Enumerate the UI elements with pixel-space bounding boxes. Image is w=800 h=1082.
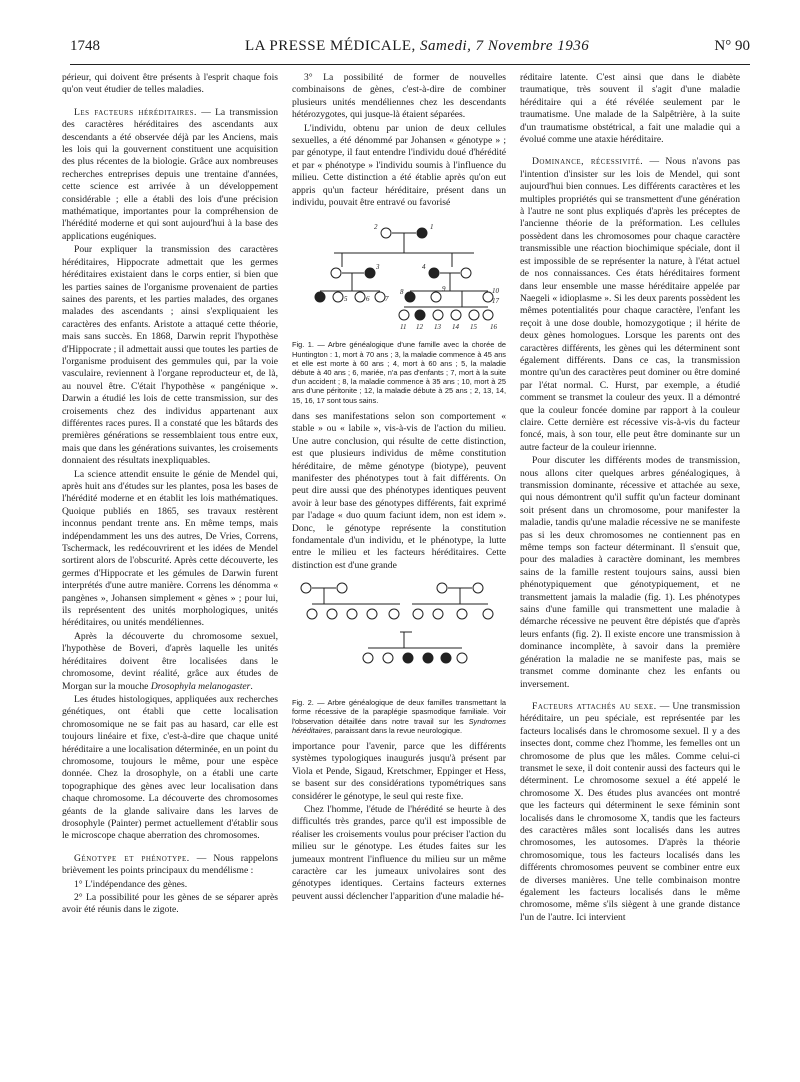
female-symbol (333, 292, 343, 302)
list-item: 2° La possibilité pour les gènes de se séparer après avoir été réunis dans le zigote. (62, 892, 278, 916)
paragraph (520, 701, 740, 924)
figure-2-caption (292, 698, 506, 735)
male-symbol (433, 609, 443, 619)
affected-male-symbol (403, 653, 413, 663)
paragraph: 3° La possibilité de former de nouvelles combinaisons de gènes, c'est-à-dire de combiner plusieurs unités mendéliennes chez les descendants hétérozygotes, qui jusque-là étaient séparées. (292, 72, 506, 121)
paragraph: L'individu, obtenu par union de deux cellules sexuelles, a été dénommé par Johansen « génotype » ; par génotype, il faut entendre l'individu doué d'hérédité et par « phénotype » l'individu soumis à l'influence du milieu. Cette distinction a été établie après qu'on eut appris qu'un facteur héréditaire, présent dans un individu, pouvait être entravé ou favorisé (292, 122, 506, 209)
page-number: 1748 (70, 38, 100, 54)
pedigree-label: 16 (490, 323, 497, 332)
caption-work-title: Syndromes héréditaires (292, 716, 506, 735)
paragraph (62, 107, 278, 243)
paragraph: La science attendit ensuite le génie de Mendel qui, après huit ans d'études sur les plantes, posa les bases de l'hérédité moderne et en établit les lois mathématiques. Quoique publiés en 1865, ses travaux restèrent inconnus pendant trente ans. En même temps, mais indépendamment les uns des autres, De Vries, Correns, Tschermack, les redécouvrirent et les idées de Mendel sortirent alors de l'obscurité. Après cette découverte, les germes d'Hippocrate et les gémules de Darwin furent interprétés d'une autre manière. Correns les dénomma « pangènes », Johansen simplement « gènes » ; pour lui, ils représentent des unités morphologiques, unités héréditaires, ou unités mendéliennes. (62, 468, 278, 629)
paragraph-text: — Nous rappelons brièvement les points principaux du mendélisme : (62, 852, 278, 877)
female-symbol (367, 609, 377, 619)
column-3 (520, 72, 740, 925)
female-symbol (483, 310, 493, 320)
paragraph: importance pour l'avenir, parce que les différents systèmes typologiques inaugurés jusqu'à présent par Viola et Pende, Sigaud, Kretschmer, Eppinger et Hess, se basent sur des considérations typométriques sans considérer le génotype, le seul qui reste fixe. (292, 740, 506, 802)
section-heading: Facteurs attachés au sexe. (532, 700, 657, 712)
male-symbol (347, 609, 357, 619)
female-symbol (327, 609, 337, 619)
caption-text: Fig. 2. — Arbre généalogique de deux familles transmettant la forme récessive de la paraplégie spasmodique familiale. Voir l'observation détaillée dans notre travail sur les (292, 698, 506, 726)
paragraph-text: — La transmission des caractères héréditaires des ascendants aux descendants a été observée déjà par les Anciens, mais les lois qui la gouvernent constituent une acquisition des plus récentes de la biologie. Grâce aux nombreuses recherches entreprises depuis une trentaine d'années, cette science est arrivée à un développement considérable ; elle a établi des lois d'une précision mathématique, importantes pour la compréhension de l'hérédité moderne et qui sont aujourd'hui à la base des applications eugéniques. (62, 106, 278, 242)
pedigree-label: 8 (400, 288, 404, 297)
column-2 (292, 72, 506, 904)
male-symbol (301, 583, 311, 593)
figure-1-caption: Fig. 1. — Arbre généalogique d'une famille avec la chorée de Huntington : 1, mort à 70 ans ; 3, la maladie commence à 45 ans et elle est morte à 60 ans ; 4, mort à 60 ans ; 5, la maladie débute à 40 ans ; 6, mariée, n'a pas d'enfants ; 7, mort à la suite d'un accident ; 8, la maladie commence à 35 ans ; 10, mort à 25 ans d'une péritonite ; 12, la maladie débute à 25 ans ; 2, 13, 14, 15, 16, 17 sont tous sains. (292, 340, 506, 405)
pedigree-label: 15 (470, 323, 477, 332)
pedigree-chart-1 (292, 211, 506, 336)
journal-title (245, 38, 589, 55)
figure-2-pedigree (292, 574, 506, 694)
pedigree-label: 5 (344, 295, 348, 304)
affected-male-symbol (405, 292, 415, 302)
female-symbol (381, 228, 391, 238)
male-symbol (433, 310, 443, 320)
male-symbol (469, 310, 479, 320)
female-symbol (399, 310, 409, 320)
issue-date: Samedi, 7 Novembre 1936 (420, 38, 590, 54)
paragraph (520, 156, 740, 454)
paragraph: Chez l'homme, l'étude de l'hérédité se heurte à des difficultés très grandes, parce qu'il est impossible de réaliser les croisements voulus pour préciser l'action du milieu sur le génotype. Les études faites sur les jumeaux montrent l'influence du milieu sur un même caractère car les jumeaux univolaires sont des génotypes identiques. Certains facteurs externes peuvent aussi déclencher l'apparition d'une maladie hé- (292, 804, 506, 902)
paragraph-text: — Nous n'avons pas l'intention d'insister sur les lois de Mendel, qui sont aujourd'hui bien connues. Les différents caractères et les multiples propriétés qui se transmettent d'une génération à l'autre ne sont plus expliqués d'après les préceptes de l'ancienne théorie de la préformation. Les cellules possèdent dans les chromosomes pour chaque caractère transmissible une réaction biochimique spéciale, dont il est impossible de se représenter la nature, à l'état actuel de nos connaissances. Ces états héréditaires forment dans leur ensemble une masse héréditaire appelée par Naegeli « idioplasme ». Si les deux parents possèdent les mêmes potentialités pour chaque caractère, l'enfant les reçoit à une dose double, homozygotique ; il hérite de deux gènes homologues. Lorsque les parents ont des caractères différents, les gènes qui les déterminent sont également différents. Dans ce cas, la transmission montre qu'un des caractères peut dominer ou être dominé par l'état normal. C. Hurst, par exemple, a étudié comment se transmet la couleur des yeux. Il a démontré que la couleur foncée domine par rapport à la couleur claire. Cette dernière est récessive vis-à-vis du facteur foncé, mais, à son tour, elle peut être dominante sur un autre facteur de la couleur iriennne. (520, 156, 740, 453)
pedigree-label: 12 (416, 323, 423, 332)
paragraph: dans ses manifestations selon son comportement « stable » ou « labile », vis-à-vis de l'action du milieu. Une autre conclusion, qui résulte de cette distinction, est que plusieurs individus de même constitution héréditaire, de même génotype (biotype), peuvent manifester des phénotypes tout à fait différents. On peut dire aussi que des phénotypes identiques peuvent avoir à leur base des génotypes différents, fait exprimé par l'adage « duo quum faciunt idem, non est idem ». Donc, le génotype représente la constitution fondamentale d'un individu, et le phénotype, la lutte entre le milieu et les facteurs héréditaires. Cette distinction est d'une grande (292, 410, 506, 571)
male-symbol (437, 583, 447, 593)
column-1 (62, 72, 278, 918)
affected-male-symbol (315, 292, 325, 302)
affected-male-symbol (429, 268, 439, 278)
pedigree-label: 10 (492, 287, 499, 296)
section-heading: Dominance, récessivité. (532, 156, 644, 168)
female-symbol (413, 609, 423, 619)
pedigree-label: 9 (442, 285, 446, 294)
pedigree-label: 14 (452, 323, 459, 332)
paragraph: Pour discuter les différents modes de transmission, nous allons citer quelques arbres généalogiques, à transmission dominante, récessive et attachée au sexe, qui nous démontrent qu'il suffit qu'un facteur dominant soit présent dans un chromosome, pour manifester la maladie, tandis qu'une maladie récessive ne se manifeste pas si les deux chromosomes ne contiennent pas en même temps son facteur déterminant. Il s'ensuit que, pour des maladies à caractère dominant, les membres sains de la famille restent toujours sains, aussi bien phénotypiquement que génotypiquement, et ne transmettent jamais la maladie (fig. 1). Les phénotypes sains d'une famille qui transmettent une maladie à démarche récessive ne peuvent être dépistés que d'après leurs enfants (fig. 2). Il existe encore une transmission à dominance incomplète, à savoir dans la première génération la maladie ne se manifeste pas, mais se transmet comme dominante chez les enfants ou inversement. (520, 455, 740, 690)
pedigree-label: 3 (376, 263, 380, 272)
male-symbol (483, 609, 493, 619)
species-name: Drosophyla melanogaster (150, 680, 251, 692)
paragraph: périeur, qui doivent être présents à l'esprit chaque fois qu'on veut étudier de telles maladies. (62, 72, 278, 96)
female-symbol (431, 292, 441, 302)
pedigree-label: 17 (492, 297, 499, 306)
pedigree-label: 4 (422, 263, 426, 272)
pedigree-label: 13 (434, 323, 441, 332)
affected-male-symbol (417, 228, 427, 238)
paragraph: réditaire latente. C'est ainsi que dans le diabète traumatique, très souvent il s'agit d'une maladie héréditaire qui a été révélée seulement par le traumatisme. Une malade de la Salpêtrière, à la suite d'un traumatisme obstétrical, a fait une maladie qui a évolué comme une ataxie héréditaire. (520, 72, 740, 146)
paragraph-text: Après la découverte du chromosome sexuel, l'hypothèse de Boveri, d'après laquelle les unités héréditaires doivent être localisées dans le chromosome, devint réalité, grâce aux études de Morgan sur la mouche (62, 630, 278, 692)
issue-number: N° 90 (714, 38, 750, 54)
paragraph: Les études histologiques, appliquées aux recherches génétiques, ont établi que cette localisation chromosomique ne se fait pas au hasard, car elle est toujours linéaire et fixe, c'est-à-dire que chaque unité héréditaire a une localisation déterminée, en un point du chromosome, toujours le même, pour une espèce donnée. Chez la drosophyle, on a établi une carte topographique des gènes avec leur localisation dans chaque chromosome. La découverte des chromosomes géants de la glande salivaire dans les larves de drosophyle (Painter) permet actuellement d'établir sous le microscope chaque aberration des chromosomes. (62, 693, 278, 842)
female-symbol (457, 653, 467, 663)
female-symbol (383, 653, 393, 663)
paragraph: Après la découverte du chromosome sexuel, l'hypothèse de Boveri, d'après laquelle les unités héréditaires doivent être localisées dans le chromosome, devint réalité, grâce aux études de Morgan sur la mouche Drosophyla melanogaster. (62, 630, 278, 692)
page-header (70, 38, 750, 65)
pedigree-label: 11 (400, 323, 407, 332)
caption-text: , paraissant dans la revue neurologique. (330, 725, 463, 735)
female-symbol (451, 310, 461, 320)
paragraph (62, 853, 278, 878)
paragraph: Pour expliquer la transmission des caractères héréditaires, Hippocrate admettait que les germes héréditaires existaient dans le corps entier, si bien que les parties saines de l'organisme provenaient de parties saines des parents, et les parties malades, des organes malades des ascendants ; ainsi s'expliquaient les caractères des enfants. Aristote a attaqué cette théorie, mais sans succès. En 1868, Darwin reprit l'hypothèse d'Hippocrate ; il admettait aussi que toutes les parties de l'organisme produisent des gemmules qui, par la voie vasculaire, reviennent à l'organe reproducteur et, de là, au nouvel être. C'était l'hypothèse « pangénique ». Darwin a étudié les lois de cette transmission, sur des croisements chez des individus appartenant aux différentes races pures. Il a constaté que les bâtards des premières générations se ressemblaient tous entre eux, mais que dans les générations suivantes, les croisements donnaient des résultats inexpliquables. (62, 244, 278, 467)
male-symbol (331, 268, 341, 278)
female-symbol (461, 268, 471, 278)
pedigree-label: 1 (430, 223, 434, 232)
pedigree-label: 6 (366, 295, 370, 304)
figure-1-pedigree (292, 211, 506, 336)
male-symbol (307, 609, 317, 619)
male-symbol (389, 609, 399, 619)
affected-female-symbol (441, 653, 451, 663)
male-symbol (363, 653, 373, 663)
affected-female-symbol (365, 268, 375, 278)
paragraph-text: — Une transmission héréditaire, un peu spéciale, est représentée par les facteurs localisés dans le chromosome sexuel. Il y a des insectes dont, comme chez l'homme, les femelles ont un chromosome de plus que les mâles. Comme celui-ci transmet le sexe, il doit contenir aussi des facteurs qui le déterminent. Le chromosome sexuel a été appelé le chromosome X. Des études plus avancées ont montré que les facteurs qui déterminent le sexe féminin sont localisés dans le chromosome X, tandis que les facteurs des caractères mâles sont localisés dans les autres chromosomes, les autosomes. D'après la théorie chromosomique, tous les facteurs localisés dans les différents chromosomes peuvent se combiner entre eux de diverses manières. Une telle combinaison montre également les facteurs localisés dans le même chromosome, même s'ils siègent à une grande distance l'un de l'autre. Ici intervient (520, 700, 740, 923)
affected-female-symbol (415, 310, 425, 320)
female-symbol (473, 583, 483, 593)
journal-name: LA PRESSE MÉDICALE, (245, 38, 416, 54)
pedigree-chart-2 (292, 574, 506, 694)
male-symbol (355, 292, 365, 302)
female-symbol (457, 609, 467, 619)
pedigree-label: 2 (374, 223, 378, 232)
section-heading: Génotype et phénotype. (74, 852, 190, 864)
female-symbol (375, 292, 385, 302)
list-item: 1° L'indépendance des gènes. (74, 878, 188, 890)
affected-female-symbol (423, 653, 433, 663)
section-heading: Les facteurs héréditaires. (74, 106, 197, 118)
pedigree-label: 7 (385, 295, 389, 304)
female-symbol (337, 583, 347, 593)
